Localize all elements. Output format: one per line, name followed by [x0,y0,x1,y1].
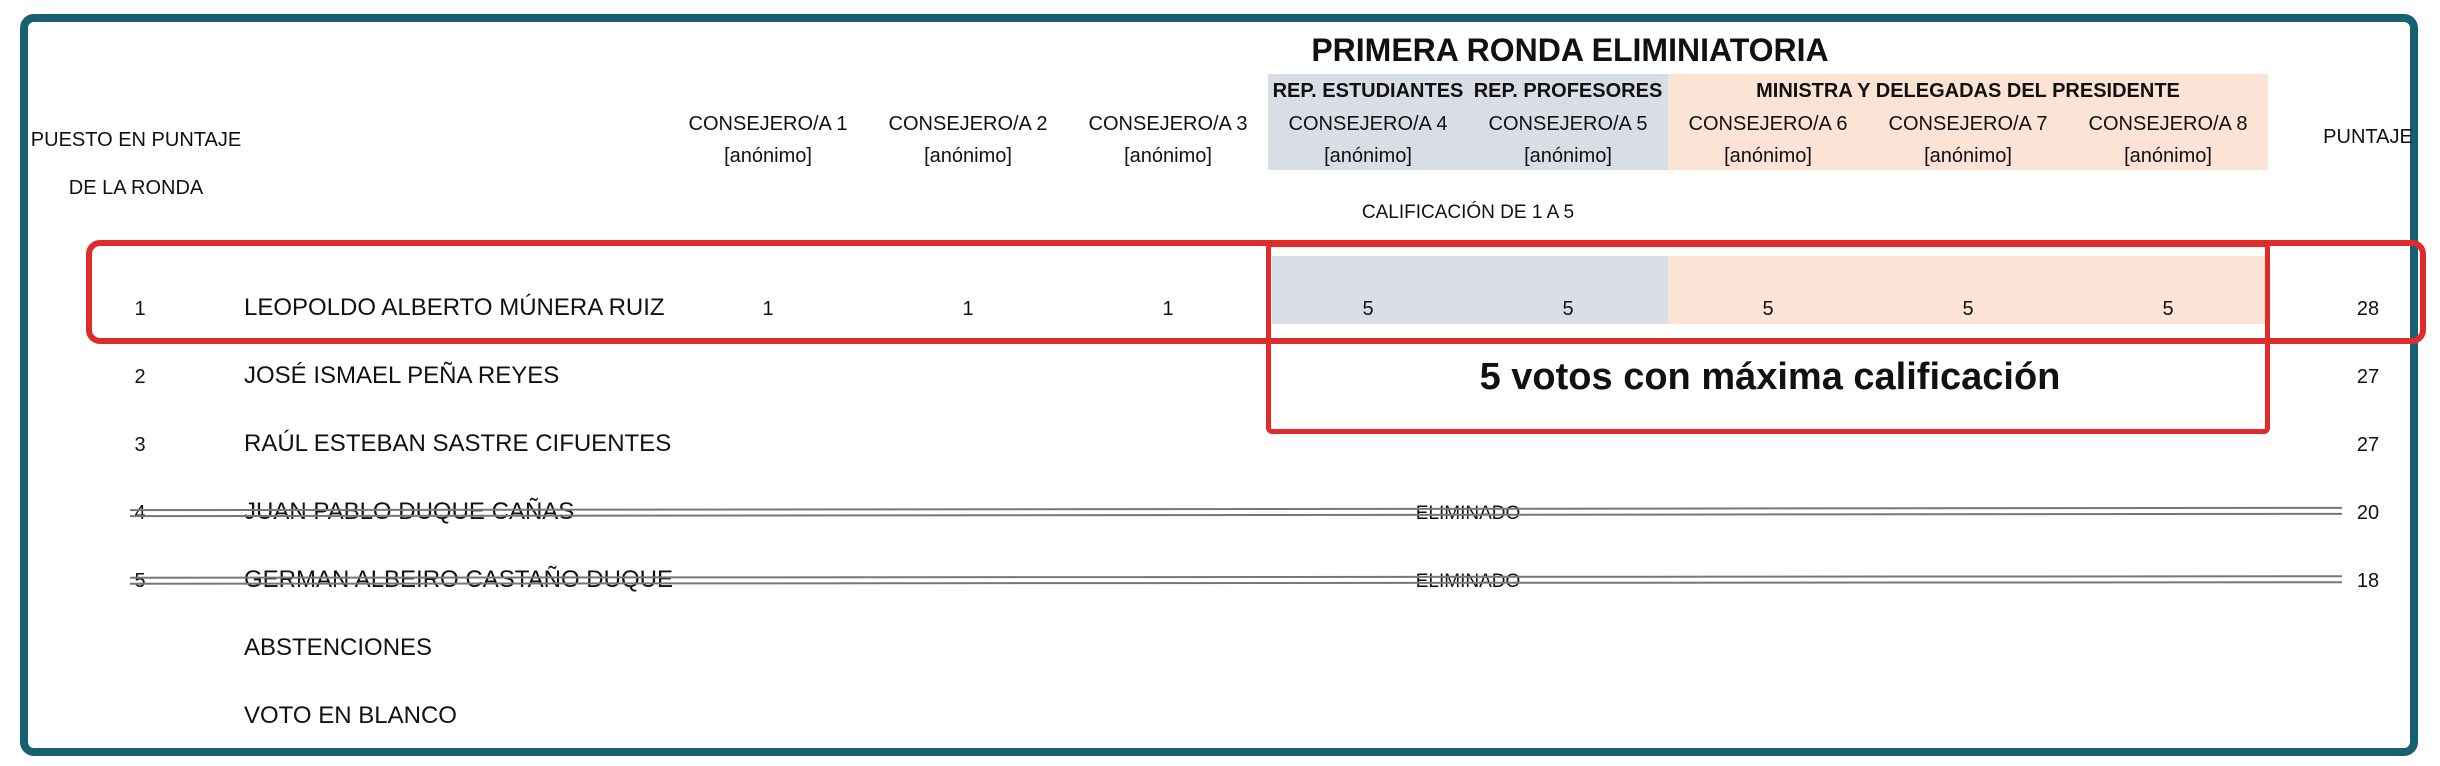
group-professors: REP. PROFESORES [1473,80,1663,102]
row-3-score: 27 [2356,434,2380,456]
row-1-vote-6: 5 [1762,298,1774,320]
col-label: CONSEJERO/A 4 [1288,113,1448,135]
row-1-name: LEOPOLDO ALBERTO MÚNERA RUIZ [244,294,665,321]
col-header-8 [2068,108,2268,172]
col-header-7 [1868,108,2068,172]
row-2-rank: 2 [134,366,146,388]
col-header-3 [1068,108,1268,172]
abstentions-label: ABSTENCIONES [244,634,433,661]
col-sub: [anónimo] [1524,145,1612,167]
col-sub: [anónimo] [924,145,1012,167]
col-sub: [anónimo] [1124,145,1212,167]
row-4-rank: 4 [134,502,146,524]
row-5-rank: 5 [134,570,146,592]
row-4-score: 20 [2356,502,2380,524]
col-header-5 [1468,108,1668,172]
col-sub: [anónimo] [724,145,812,167]
rank-header-line1: PUESTO EN PUNTAJE [30,129,242,151]
col-header-4 [1268,108,1468,172]
col-label: CONSEJERO/A 1 [688,113,848,135]
col-header-2 [868,108,1068,172]
annotation-text: 5 votos con máxima calificación [1479,356,2061,398]
score-header: PUNTAJE [2323,126,2413,148]
row-1-vote-5: 5 [1562,298,1574,320]
row-1-score: 28 [2356,298,2380,320]
row-1-rank: 1 [134,298,146,320]
row-5-name: GERMAN ALBEIRO CASTAÑO DUQUE [244,566,673,593]
row-1-vote-7: 5 [1962,298,1974,320]
row-4-status: ELIMINADO [1415,503,1521,524]
row-1-vote-4: 5 [1362,298,1374,320]
row-1-vote-8: 5 [2162,298,2174,320]
row-5-score: 18 [2356,570,2380,592]
col-label: CONSEJERO/A 5 [1488,113,1648,135]
col-label: CONSEJERO/A 8 [2088,113,2248,135]
rank-header [20,116,252,212]
row-1-vote-2: 1 [962,298,974,320]
max-votes-highlight-box [1266,242,2270,434]
col-sub: [anónimo] [1724,145,1812,167]
rank-header-line2: DE LA RONDA [68,177,204,199]
col-sub: [anónimo] [2124,145,2212,167]
row-3-rank: 3 [134,434,146,456]
row-5-status: ELIMINADO [1415,571,1521,592]
rating-note: CALIFICACIÓN DE 1 A 5 [1361,202,1575,223]
row-5-strikethrough [130,575,2342,585]
row-2-score: 27 [2356,366,2380,388]
col-label: CONSEJERO/A 7 [1888,113,2048,135]
col-label: CONSEJERO/A 2 [888,113,1048,135]
row-1-vote-3: 1 [1162,298,1174,320]
row-4-name: JUAN PABLO DUQUE CAÑAS [244,498,575,525]
row-3-name: RAÚL ESTEBAN SASTRE CIFUENTES [244,430,672,457]
row-2-name: JOSÉ ISMAEL PEÑA REYES [244,362,560,389]
col-sub: [anónimo] [1324,145,1412,167]
blank-vote-label: VOTO EN BLANCO [244,702,457,729]
col-header-1 [668,108,868,172]
row-1-vote-1: 1 [762,298,774,320]
col-header-6 [1668,108,1868,172]
group-ministry: MINISTRA Y DELEGADAS DEL PRESIDENTE [1756,80,2180,102]
group-students: REP. ESTUDIANTES [1272,80,1464,102]
col-label: CONSEJERO/A 6 [1688,113,1848,135]
col-label: CONSEJERO/A 3 [1088,113,1248,135]
page-title: PRIMERA RONDA ELIMINIATORIA [1311,32,1829,68]
col-sub: [anónimo] [1924,145,2012,167]
